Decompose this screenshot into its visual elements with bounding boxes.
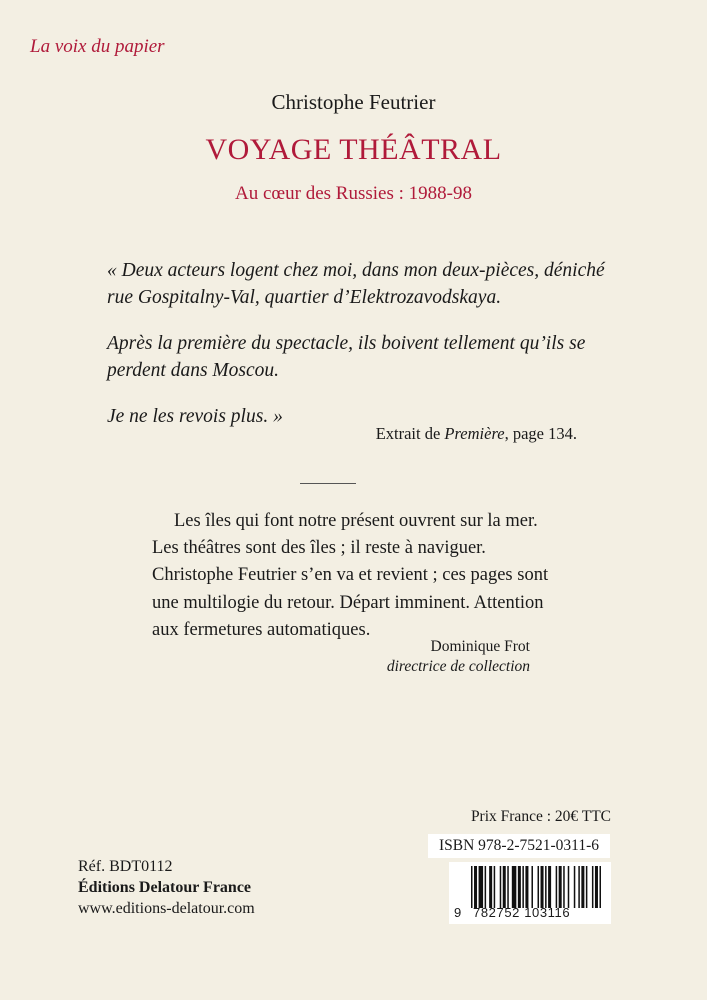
barcode-bar: [556, 866, 558, 908]
barcode-bar: [512, 866, 517, 908]
barcode-bar: [578, 866, 580, 908]
barcode-bar: [581, 866, 584, 908]
barcode-bar: [538, 866, 540, 908]
barcode-bar: [507, 866, 509, 908]
quote-paragraph-1: « Deux acteurs logent chez moi, dans mon deux-pièces, déniché rue Gospitalny-Val, quartier d’Elektrozavodskaya.: [107, 260, 605, 308]
barcode-bar: [541, 866, 544, 908]
publisher-block: [78, 856, 255, 919]
barcode-bar: [574, 866, 576, 908]
barcode-bar: [500, 866, 502, 908]
quote-paragraph-3: Je ne les revois plus. »: [107, 406, 283, 427]
barcode-bar: [586, 866, 588, 908]
barcode-bar: [531, 866, 533, 908]
blurb: [152, 508, 552, 644]
barcode-bar: [489, 866, 492, 908]
barcode-bar: [471, 866, 473, 908]
barcode: [449, 862, 611, 924]
publisher-name: Éditions Delatour France: [78, 879, 252, 896]
extract-work: Première: [444, 424, 505, 443]
signer-role: directrice de collection: [386, 658, 530, 675]
reference-code: Réf. BDT0112: [78, 858, 173, 875]
barcode-bar: [503, 866, 506, 908]
barcode-bar: [485, 866, 487, 908]
barcode-bar: [563, 866, 565, 908]
barcode-digits: 782752 103116: [473, 905, 571, 920]
barcode-bars: [471, 866, 601, 908]
barcode-bar: [595, 866, 598, 908]
barcode-bar: [592, 866, 594, 908]
extract-suffix: , page 134.: [504, 424, 577, 443]
barcode-bar: [599, 866, 601, 908]
barcode-bar: [494, 866, 496, 908]
book-subtitle: Au cœur des Russies : 1988-98: [235, 183, 472, 204]
barcode-bar: [522, 866, 524, 908]
barcode-bar: [518, 866, 521, 908]
barcode-bar: [545, 866, 547, 908]
barcode-bar: [568, 866, 570, 908]
excerpt-quote: [107, 257, 607, 430]
excerpt-source: [376, 424, 577, 444]
publisher-website: www.editions-delatour.com: [78, 900, 255, 917]
divider: [300, 483, 356, 484]
blurb-signature: [387, 637, 530, 677]
collection-name: La voix du papier: [30, 36, 165, 57]
barcode-bar: [548, 866, 551, 908]
book-title: VOYAGE THÉÂTRAL: [205, 133, 502, 166]
barcode-bar: [479, 866, 484, 908]
barcode-lead-digit: 9: [454, 905, 462, 920]
signer-name: Dominique Frot: [430, 638, 530, 655]
barcode-bar: [525, 866, 528, 908]
price: Prix France : 20€ TTC: [470, 808, 611, 825]
author-name: Christophe Feutrier: [271, 90, 436, 114]
isbn: ISBN 978-2-7521-0311-6: [428, 834, 610, 858]
barcode-bar: [474, 866, 477, 908]
barcode-bar: [559, 866, 562, 908]
quote-paragraph-2: Après la première du spectacle, ils boivent tellement qu’ils se perdent dans Moscou.: [107, 333, 586, 381]
extract-prefix: Extrait de: [375, 424, 445, 443]
blurb-text: Les îles qui font notre présent ouvrent sur la mer. Les théâtres sont des îles ; il reste à naviguer. Christophe Feutrier s’en va et revient ; ces pages sont une multilogie du retour. Départ imminent. Attention aux fermetures automatiques.: [152, 511, 549, 640]
